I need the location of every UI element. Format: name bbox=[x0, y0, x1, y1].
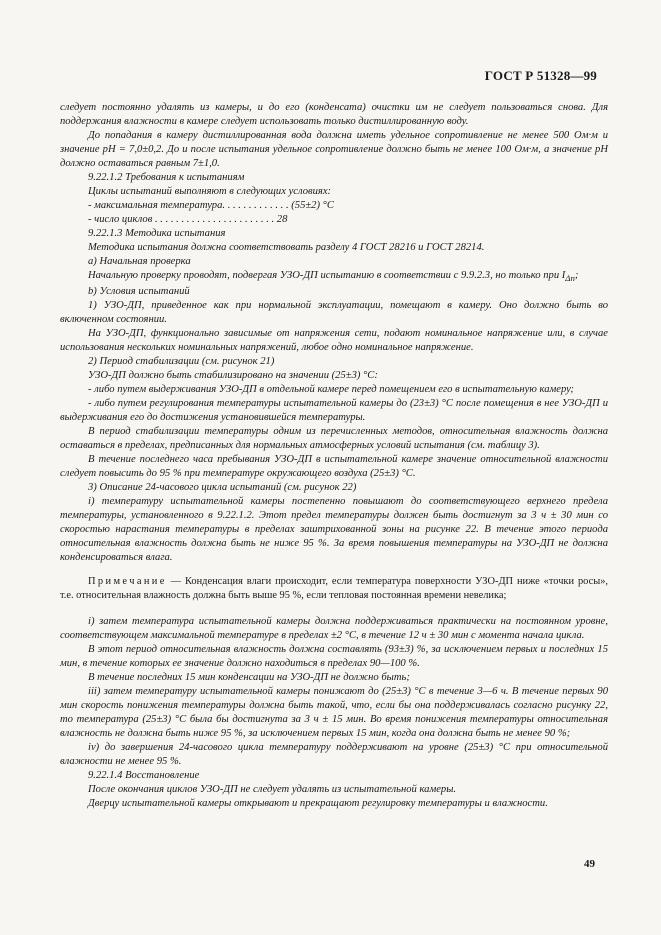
list-item: - либо путем регулирования температуры испытательной камеры до (23±3) °С после помещения в нее УЗО-ДП и выдерживания его до достижения установившейся температуры. bbox=[60, 398, 608, 424]
paragraph: Циклы испытаний выполняют в следующих условиях: bbox=[88, 186, 332, 197]
note-label: Примечание bbox=[88, 576, 167, 588]
paragraph: следует постоянно удалять из камеры, и до его (конденсата) очистки им не следует пользоваться снова. Для поддержания влажности в камере следует использовать только дистиллированную воду. bbox=[60, 102, 608, 127]
paragraph: В период стабилизации температуры одним из перечисленных методов, относительная влажность должна оставаться в пределах, предписанных для нормальных атмосферных условий испытания (см. таблицу 3). bbox=[60, 426, 608, 452]
subheading: 3) Описание 24-часового цикла испытаний (см. рисунок 22) bbox=[88, 482, 357, 494]
paragraph: После окончания циклов УЗО-ДП не следует удалять из испытательной камеры. bbox=[88, 784, 457, 796]
list-item: - число циклов . . . . . . . . . . . . . . . . . . . . . . . 28 bbox=[88, 214, 288, 225]
paragraph: 1) УЗО-ДП, приведенное как при нормальной эксплуатации, помещают в камеру. Оно должно быть во включенном состоянии. bbox=[60, 300, 608, 326]
note bbox=[60, 575, 608, 603]
paragraph: i) температуру испытательной камеры постепенно повышают до соответствующего верхнего предела температуры, установленного в 9.22.1.2. Этот предел температуры должен быть достигнут за 3 ч ± 30 мин со скоростью нарастания температуры в пределах заштрихованной зоны на рисунке 22. В течение этого периода относительная влажность должна быть не ниже 95 %. За время повышения температуры на УЗО-ДП не должна конденсироваться влага. bbox=[60, 496, 608, 564]
subscript: Δn bbox=[565, 273, 575, 284]
paragraph: iv) до завершения 24-часового цикла температуру поддерживают на уровне (25±3) °С при относительной влажности не менее 95 %. bbox=[60, 742, 608, 768]
paragraph: УЗО-ДП должно быть стабилизировано на значении (25±3) °С: bbox=[88, 370, 378, 382]
list-item: - максимальная температура. . . . . . . . . . . . . (55±2) °С bbox=[88, 200, 334, 211]
subheading: b) Условия испытаний bbox=[88, 286, 190, 298]
paragraph: i) затем температура испытательной камеры должна поддерживаться практически на постоянном уровне, соответствующем максимальной температуре в пределах ±2 °С, в течение 12 ч ± 30 мин с момента начала цикла. bbox=[60, 616, 608, 642]
list-item: - либо путем выдерживания УЗО-ДП в отдельной камере перед помещением его в испытательную камеру; bbox=[88, 384, 574, 396]
subheading: 2) Период стабилизации (см. рисунок 21) bbox=[88, 356, 275, 368]
paragraph: Дверцу испытательной камеры открывают и прекращают регулировку температуры и влажности. bbox=[88, 798, 548, 810]
paragraph: Начальную проверку проводят, подвергая УЗО-ДП испытанию в соответствии с 9.9.2.3, но только при $I_{\Delta n}$; bbox=[88, 270, 579, 284]
section-heading: 9.22.1.4 Восстановление bbox=[88, 770, 200, 782]
paragraph-text: Начальную проверку проводят, подвергая УЗО-ДП испытанию в соответствии с 9.9.2.3, но только при I bbox=[88, 270, 566, 281]
section-heading: 9.22.1.2 Требования к испытаниям bbox=[88, 172, 245, 183]
note-dash: — bbox=[166, 576, 185, 588]
page-number: 49 bbox=[584, 858, 595, 870]
paragraph: До попадания в камеру дистиллированная вода должна иметь удельное сопротивление не менее 500 Ом·м и значение pH = 7,0±0,2. До и после испытания удельное сопротивление должно быть не менее 100 Ом·м, а значение pH должно оставаться равным 7±1,0. bbox=[60, 130, 608, 169]
note-text: Конденсация влаги происходит, если температура поверхности УЗО-ДП ниже «точки росы», т.е. относительная влажность должна быть выше 95 %, если тепловая постоянная времени невелика; bbox=[60, 576, 608, 602]
document-header: ГОСТ Р 51328—99 bbox=[484, 68, 597, 83]
paragraph: В этот период относительная влажность должна составлять (93±3) %, за исключением первых и последних 15 мин, в течение которых ее значение должно находиться в пределах 90—100 %. bbox=[60, 644, 608, 670]
section-heading: 9.22.1.3 Методика испытания bbox=[88, 228, 226, 239]
paragraph: iii) затем температуру испытательной камеры понижают до (25±3) °С в течение 3—6 ч. В течение первых 90 мин скорость понижения температуры должна быть такой, что, если бы она поддерживалась согласно рисунку 22, то температура (25±3) °С была бы достигнута за 3 ч ± 15 мин. Во время понижения температуры относительная влажность не должна быть ниже 95 %, за исключением первых 15 мин, когда она должна быть не менее 90 %; bbox=[60, 686, 608, 740]
subheading: a) Начальная проверка bbox=[88, 256, 191, 267]
page-body bbox=[60, 101, 608, 811]
paragraph: В течение последних 15 мин конденсации на УЗО-ДП не должно быть; bbox=[88, 672, 410, 684]
paragraph: Методика испытания должна соответствовать разделу 4 ГОСТ 28216 и ГОСТ 28214. bbox=[88, 242, 485, 253]
paragraph: На УЗО-ДП, функционально зависимые от напряжения сети, подают номинальное напряжение или, в случае использования нескольких номинальных напряжений, любое одно номинальное напряжение. bbox=[60, 328, 608, 354]
paragraph: В течение последнего часа пребывания УЗО-ДП в испытательной камере значение относительной влажности следует повысить до 95 % при температуре окружающего воздуха (25±3) °С. bbox=[60, 454, 608, 480]
